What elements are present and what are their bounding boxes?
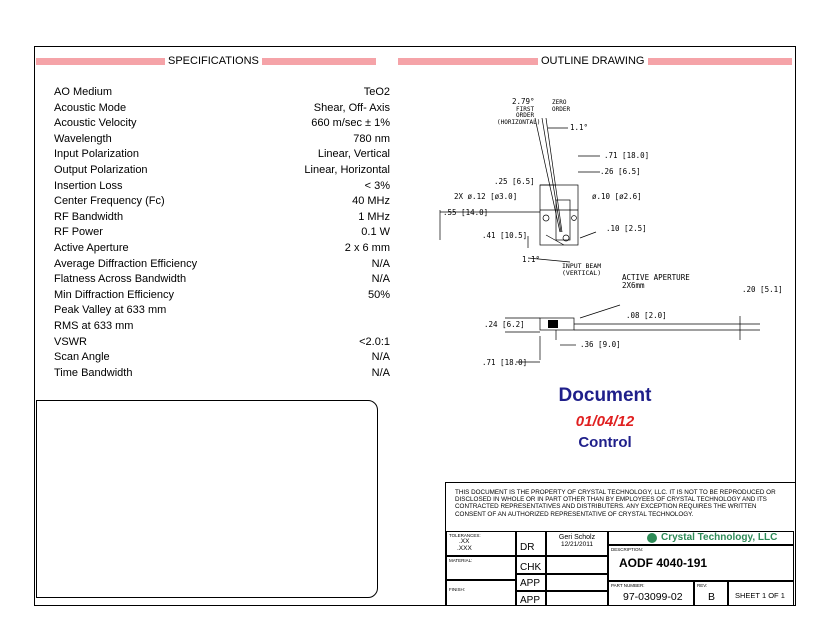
first-order-label-3: (HORIZONTAL) <box>497 119 541 126</box>
specifications-header: SPECIFICATIONS <box>165 55 262 68</box>
first-order-label-0: 2.79° <box>512 97 535 106</box>
first-order-label-1: FIRST <box>516 106 535 113</box>
spec-value: 0.1 W <box>361 226 390 239</box>
stamp-date: 01/04/12 <box>575 413 635 430</box>
spec-label: RF Bandwidth <box>54 210 124 223</box>
rev-cell <box>694 581 728 606</box>
company-logo-icon <box>647 533 657 543</box>
tolerances-cell <box>446 531 516 556</box>
spec-value: N/A <box>371 366 390 379</box>
side-view-aperture <box>548 320 558 328</box>
zero-order-beam-line-b <box>546 118 562 232</box>
finish-label: FINISH: <box>449 587 466 592</box>
input-beam-label-0: INPUT BEAM <box>562 262 602 270</box>
app2-cell <box>516 591 546 606</box>
material-label: MATERIAL: <box>449 558 473 563</box>
spec-value: 40 MHz <box>352 195 390 208</box>
spec-label: Wavelength <box>54 132 112 145</box>
dim-55-label: .55 [14.0] <box>443 208 489 217</box>
spec-label: Center Frequency (Fc) <box>54 195 165 208</box>
spec-value: Linear, Horizontal <box>304 164 390 176</box>
spec-value: TeO2 <box>363 86 390 98</box>
chk-cell <box>516 556 546 574</box>
part-number-value: 97-03099-02 <box>623 591 683 603</box>
sheet-cell <box>728 581 794 606</box>
chk-sign-cell <box>546 556 608 574</box>
active-aperture-leader <box>580 305 620 318</box>
spec-label: Output Polarization <box>54 164 148 176</box>
spec-value: 780 nm <box>353 132 390 145</box>
active-aperture-label-0: ACTIVE APERTURE <box>622 273 690 282</box>
dim-10-leader <box>580 232 596 238</box>
dim-20-label: .20 [5.1] <box>742 285 783 294</box>
drawn-by-cell <box>546 531 608 556</box>
outline-drawing-header: OUTLINE DRAWING <box>538 55 648 68</box>
spec-label: VSWR <box>54 335 87 348</box>
drawn-by-date: 12/21/2011 <box>560 541 594 548</box>
spec-value: Shear, Off- Axis <box>313 101 390 114</box>
spec-value: <2.0:1 <box>359 335 390 348</box>
spec-value: < 3% <box>364 179 390 192</box>
mount-hole-c <box>572 216 577 221</box>
tolerances-label: TOLERANCES: <box>449 533 481 538</box>
spec-label: Acoustic Mode <box>54 101 127 114</box>
tolerance-xx: .XX <box>459 538 470 545</box>
input-beam-label-1: (VERTICAL) <box>562 269 602 277</box>
angle-bottom-label: 1.1° <box>522 255 541 264</box>
spec-label: Min Diffraction Efficiency <box>54 288 175 301</box>
stamp-control: Control <box>578 434 632 451</box>
mount-hole-a <box>543 215 549 221</box>
description-value: AODF 4040-191 <box>619 556 708 570</box>
dim-08-label: .08 [2.0] <box>626 311 667 320</box>
tolerance-xxx: .XXX <box>457 545 472 552</box>
property-notice: THIS DOCUMENT IS THE PROPERTY OF CRYSTAL TECHNOLOGY, LLC. IT IS NOT TO BE REPRODUCED OR DISCLOSED IN WHOLE OR IN PART OTHER THAN BY EMPLOYEES OF CRYSTAL TECHNOLOGY AND ITS CONTRACTED REPRESENTATIVES AND DISTRIBUTERS. ANY EXCEPTION REQUIRES THE WRITTEN CONSENT OF AN AUTHORIZED REPRESENTATIVE OF CRYSTAL TECHNOLOGY. <box>455 489 776 518</box>
dim-hole10-label: ø.10 [ø2.6] <box>592 192 642 201</box>
company-cell <box>608 531 794 545</box>
spec-label: Flatness Across Bandwidth <box>54 273 187 286</box>
spec-label: Acoustic Velocity <box>54 117 137 130</box>
drawn-by-name: Geri Scholz <box>558 534 596 541</box>
zero-order-label-1: ORDER <box>552 106 571 113</box>
stamp-document: Document <box>558 385 652 406</box>
spec-value: Linear, Vertical <box>317 148 390 161</box>
rev-label: REV: <box>697 583 708 588</box>
spec-label: AO Medium <box>54 86 113 98</box>
description-label: DESCRIPTION: <box>611 547 644 552</box>
dim-71-top-label: .71 [18.0] <box>604 151 650 160</box>
angle-top-label: 1.1° <box>570 123 589 132</box>
spec-label: Average Diffraction Efficiency <box>54 257 198 270</box>
part-number-cell <box>608 581 694 606</box>
zero-order-label-0: ZERO <box>552 99 567 106</box>
dr-cell <box>516 531 546 556</box>
company-name: Crystal Technology, LLC <box>661 532 778 543</box>
spec-label: Scan Angle <box>54 351 110 364</box>
dim-36-label: .36 [9.0] <box>580 340 621 349</box>
spec-label: Peak Valley at 633 mm <box>54 304 167 317</box>
dim-24-label: .24 [6.2] <box>484 320 525 329</box>
description-cell <box>608 545 794 581</box>
dim-71-bottom-label: .71 [18.0] <box>482 358 528 367</box>
part-number-label: PART NUMBER: <box>611 583 645 588</box>
first-order-label-2: ORDER <box>516 112 535 119</box>
app1-label: APP <box>520 578 541 589</box>
finish-cell <box>446 580 516 606</box>
material-cell <box>446 556 516 580</box>
dr-label: DR <box>520 542 535 553</box>
app1-sign-cell <box>546 574 608 591</box>
spec-value: N/A <box>371 273 390 286</box>
spec-label: Insertion Loss <box>54 179 123 192</box>
spec-value: 660 m/sec ± 1% <box>311 117 390 130</box>
app1-cell <box>516 574 546 591</box>
active-aperture-label-1: 2X6mm <box>622 281 645 290</box>
dim-10-label: .10 [2.5] <box>606 224 647 233</box>
spec-value: N/A <box>371 257 390 270</box>
spec-value: 1 MHz <box>358 210 390 223</box>
app2-sign-cell <box>546 591 608 606</box>
dim-25-label: .25 [6.5] <box>494 177 535 186</box>
chk-label: CHK <box>520 562 542 573</box>
spec-label: Input Polarization <box>54 148 139 161</box>
sheet-value: SHEET 1 OF 1 <box>735 591 785 600</box>
app2-label: APP <box>520 595 541 606</box>
dim-holes-label: 2X ø.12 [ø3.0] <box>454 192 518 201</box>
spec-label: RMS at 633 mm <box>54 320 134 332</box>
dim-41-label: .41 [10.5] <box>482 231 528 240</box>
spec-value: 50% <box>367 288 390 301</box>
spec-label: Active Aperture <box>54 242 129 254</box>
spec-value: 2 x 6 mm <box>344 242 390 254</box>
spec-label: RF Power <box>54 226 103 239</box>
spec-value: N/A <box>371 351 390 364</box>
rev-value: B <box>708 591 716 603</box>
spec-label: Time Bandwidth <box>54 366 133 379</box>
dim-26-label: .26 [6.5] <box>600 167 641 176</box>
